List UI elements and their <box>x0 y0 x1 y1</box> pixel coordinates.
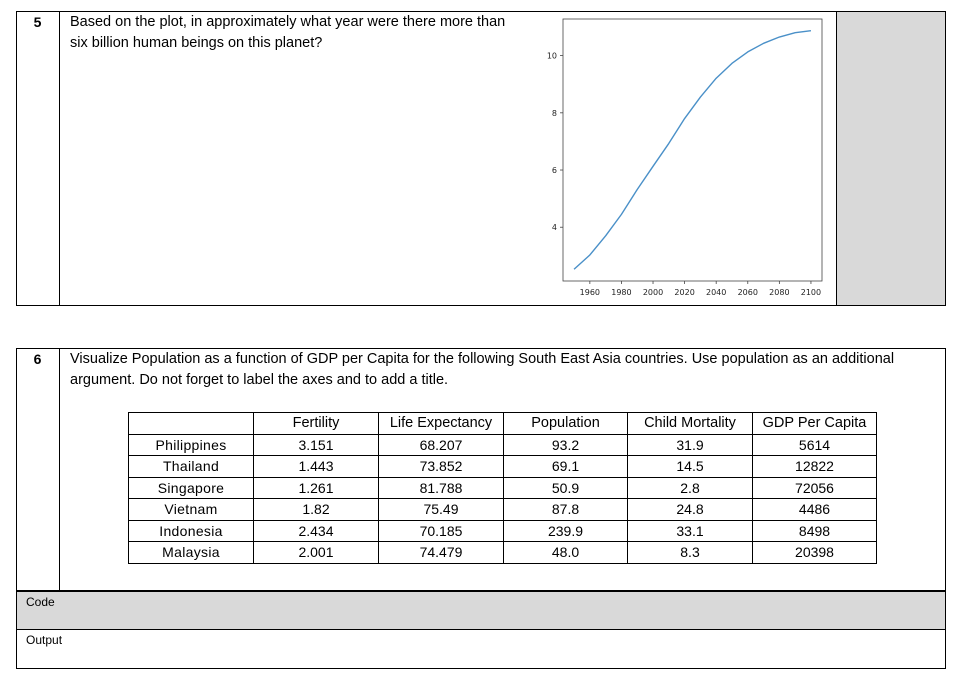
y-tick-label: 6 <box>551 166 557 176</box>
cell-child-mortality: 31.9 <box>628 434 753 456</box>
cell-life-expectancy: 73.852 <box>379 456 504 478</box>
cell-life-expectancy: 74.479 <box>379 542 504 564</box>
x-tick-label: 2060 <box>737 288 758 297</box>
cell-child-mortality: 14.5 <box>628 456 753 478</box>
population-chart-svg <box>530 15 830 305</box>
cell-life-expectancy: 70.185 <box>379 520 504 542</box>
question-5-number-cell <box>16 11 60 306</box>
header-fertility: Fertility <box>254 413 379 435</box>
x-tick-label: 2080 <box>769 288 790 297</box>
header-child-mortality: Child Mortality <box>628 413 753 435</box>
cell-fertility: 1.261 <box>254 477 379 499</box>
table-row <box>129 434 877 456</box>
cell-population: 87.8 <box>504 499 628 521</box>
cell-life-expectancy: 81.788 <box>379 477 504 499</box>
question-6-number: 6 <box>33 351 42 367</box>
question-5-answer-cell <box>836 11 946 306</box>
header-population: Population <box>504 413 628 435</box>
cell-population: 48.0 <box>504 542 628 564</box>
cell-fertility: 1.443 <box>254 456 379 478</box>
plot-frame <box>563 19 822 281</box>
cell-child-mortality: 2.8 <box>628 477 753 499</box>
question-6-text: Visualize Population as a function of GDP per Capita for the following South East Asia countries. Use population as an additional argument. Do not forget to label the axes and to add a title. <box>70 351 895 388</box>
cell-country: Singapore <box>129 477 254 499</box>
table-header-row <box>129 413 877 435</box>
cell-gdp-per-capita: 72056 <box>753 477 877 499</box>
x-tick-label: 2020 <box>674 288 695 297</box>
cell-life-expectancy: 68.207 <box>379 434 504 456</box>
cell-country: Philippines <box>129 434 254 456</box>
question-6-number-cell <box>16 348 60 591</box>
cell-child-mortality: 33.1 <box>628 520 753 542</box>
cell-population: 69.1 <box>504 456 628 478</box>
cell-gdp-per-capita: 5614 <box>753 434 877 456</box>
question-5-text: Based on the plot, in approximately what year were there more than six billion human beings on this planet? <box>70 14 506 51</box>
cell-gdp-per-capita: 8498 <box>753 520 877 542</box>
code-label: Code <box>26 595 55 609</box>
table-row <box>129 520 877 542</box>
code-answer-area[interactable] <box>16 591 946 630</box>
cell-child-mortality: 8.3 <box>628 542 753 564</box>
cell-gdp-per-capita: 12822 <box>753 456 877 478</box>
x-tick-label: 1980 <box>611 288 632 297</box>
population-series-line <box>574 31 811 270</box>
cell-country: Malaysia <box>129 542 254 564</box>
cell-gdp-per-capita: 20398 <box>753 542 877 564</box>
y-tick-label: 8 <box>551 108 557 118</box>
output-label: Output <box>26 633 63 647</box>
cell-population: 93.2 <box>504 434 628 456</box>
cell-fertility: 3.151 <box>254 434 379 456</box>
cell-fertility: 2.001 <box>254 542 379 564</box>
cell-country: Vietnam <box>129 499 254 521</box>
cell-fertility: 1.82 <box>254 499 379 521</box>
cell-population: 239.9 <box>504 520 628 542</box>
table-row <box>129 477 877 499</box>
x-tick-label: 2000 <box>642 288 664 297</box>
country-data-table <box>128 412 877 564</box>
cell-life-expectancy: 75.49 <box>379 499 504 521</box>
output-answer-area[interactable] <box>16 629 946 669</box>
cell-population: 50.9 <box>504 477 628 499</box>
cell-child-mortality: 24.8 <box>628 499 753 521</box>
table-row <box>129 542 877 564</box>
y-tick-label: 10 <box>546 51 557 61</box>
x-tick-label: 2040 <box>706 288 727 297</box>
table-row <box>129 456 877 478</box>
cell-country: Indonesia <box>129 520 254 542</box>
question-5-number: 5 <box>33 14 42 30</box>
header-life-expectancy: Life Expectancy <box>379 413 504 435</box>
population-chart <box>530 15 830 305</box>
x-tick-label: 1960 <box>579 288 601 297</box>
cell-gdp-per-capita: 4486 <box>753 499 877 521</box>
table-row <box>129 499 877 521</box>
header-cell-blank <box>129 413 254 435</box>
cell-fertility: 2.434 <box>254 520 379 542</box>
header-gdp-per-capita: GDP Per Capita <box>753 413 877 435</box>
x-tick-label: 2100 <box>800 288 822 297</box>
cell-country: Thailand <box>129 456 254 478</box>
y-tick-label: 4 <box>551 223 557 233</box>
